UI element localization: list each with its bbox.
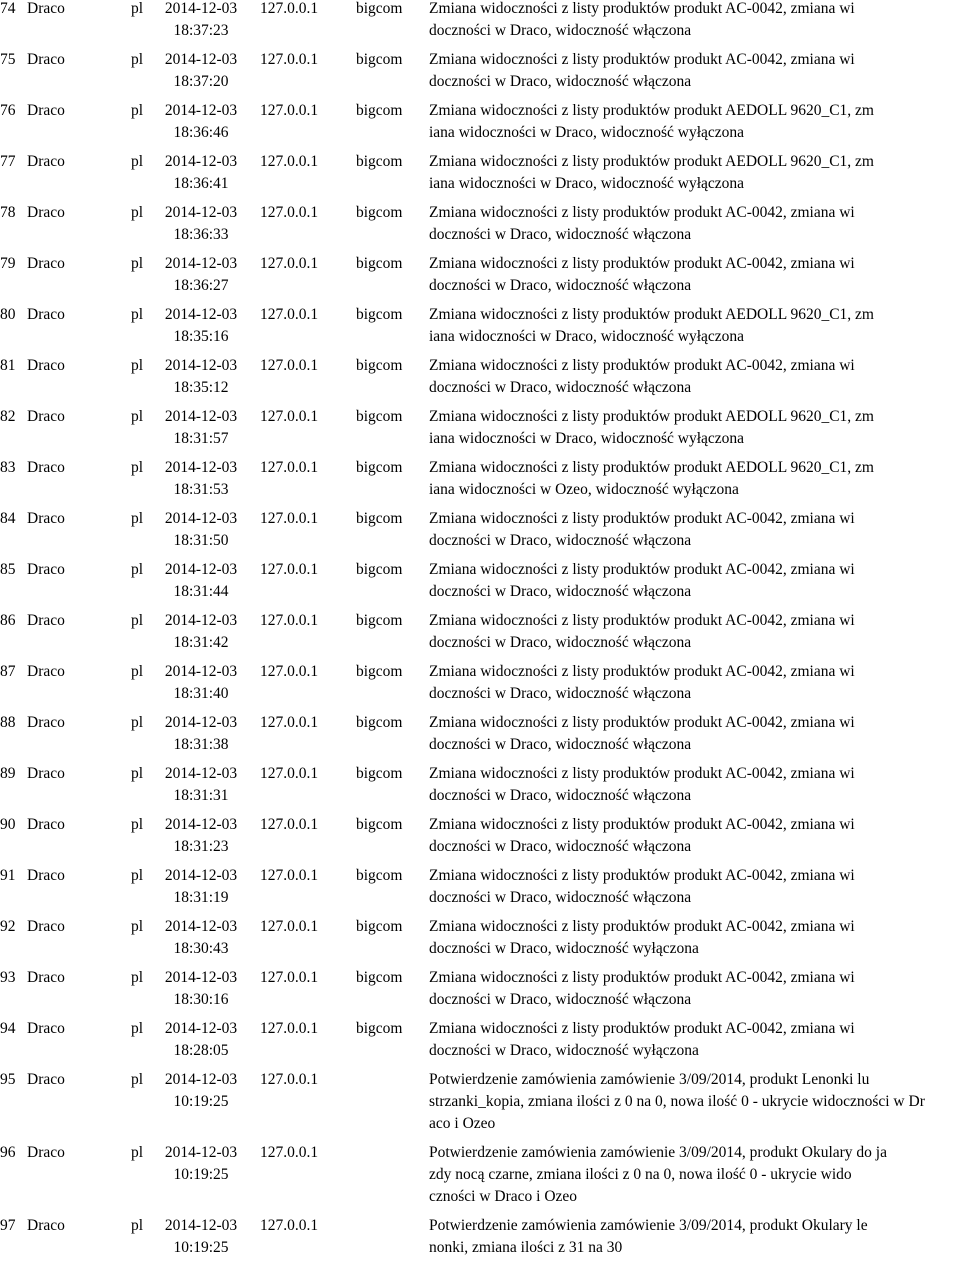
log-message: [429, 253, 960, 297]
log-ip: 127.0.0.1: [260, 153, 319, 170]
log-lang: pl: [131, 0, 144, 17]
log-id: 93: [0, 969, 16, 986]
log-datetime: [162, 814, 240, 858]
log-user: bigcom: [356, 255, 403, 272]
log-lang: pl: [131, 561, 144, 578]
log-shop: Draco: [27, 765, 65, 782]
log-ip: 127.0.0.1: [260, 612, 319, 629]
log-id: 83: [0, 459, 16, 476]
log-message-line: Zmiana widoczności z listy produktów produkt AC-0042, zmiana wi: [429, 663, 855, 680]
log-datetime: [162, 457, 240, 501]
log-id: 97: [0, 1217, 16, 1234]
log-date: 2014-12-03: [164, 867, 238, 884]
log-user: bigcom: [356, 51, 403, 68]
log-datetime: [162, 661, 240, 705]
log-date: 2014-12-03: [164, 969, 238, 986]
log-time: 18:37:23: [173, 22, 229, 39]
log-ip: 127.0.0.1: [260, 1020, 319, 1037]
log-message-line: Zmiana widoczności z listy produktów produkt AC-0042, zmiana wi: [429, 714, 855, 731]
log-row: [0, 1215, 960, 1266]
log-message: [429, 712, 960, 756]
log-id: 85: [0, 561, 16, 578]
log-message-line: doczności w Draco, widoczność włączona: [429, 889, 692, 906]
log-message-line: doczności w Draco, widoczność włączona: [429, 379, 692, 396]
log-time: 18:31:53: [173, 481, 229, 498]
log-time: 18:36:33: [173, 226, 229, 243]
log-ip: 127.0.0.1: [260, 408, 319, 425]
log-ip: 127.0.0.1: [260, 306, 319, 323]
log-shop: Draco: [27, 51, 65, 68]
log-ip: 127.0.0.1: [260, 51, 319, 68]
log-shop: Draco: [27, 510, 65, 527]
log-row: [0, 865, 960, 916]
log-date: 2014-12-03: [164, 1217, 238, 1234]
log-message-line: Zmiana widoczności z listy produktów produkt AEDOLL 9620_C1, zm: [429, 459, 874, 476]
log-user: bigcom: [356, 765, 403, 782]
log-id: 94: [0, 1020, 16, 1037]
log-lang: pl: [131, 969, 144, 986]
log-shop: Draco: [27, 1144, 65, 1161]
log-lang: pl: [131, 918, 144, 935]
log-lang: pl: [131, 765, 144, 782]
log-datetime: [162, 865, 240, 909]
log-id: 80: [0, 306, 16, 323]
log-row: [0, 1142, 960, 1215]
log-id: 87: [0, 663, 16, 680]
log-datetime: [162, 1069, 240, 1113]
log-time: 18:31:38: [173, 736, 229, 753]
log-ip: 127.0.0.1: [260, 255, 319, 272]
log-message-line: doczności w Draco, widoczność wyłączona: [429, 1042, 699, 1059]
log-message-line: iana widoczności w Ozeo, widoczność wyłączona: [429, 481, 739, 498]
log-date: 2014-12-03: [164, 153, 238, 170]
log-message: [429, 916, 960, 960]
log-shop: Draco: [27, 561, 65, 578]
log-message-line: Zmiana widoczności z listy produktów produkt AEDOLL 9620_C1, zm: [429, 306, 874, 323]
log-message: [429, 559, 960, 603]
log-message-line: doczności w Draco, widoczność włączona: [429, 787, 692, 804]
log-shop: Draco: [27, 663, 65, 680]
log-row: [0, 49, 960, 100]
log-date: 2014-12-03: [164, 510, 238, 527]
log-date: 2014-12-03: [164, 0, 238, 17]
log-ip: 127.0.0.1: [260, 459, 319, 476]
log-row: [0, 355, 960, 406]
log-shop: Draco: [27, 1020, 65, 1037]
log-user: bigcom: [356, 408, 403, 425]
log-datetime: [162, 0, 240, 42]
log-date: 2014-12-03: [164, 102, 238, 119]
log-shop: Draco: [27, 816, 65, 833]
log-message-line: Zmiana widoczności z listy produktów produkt AC-0042, zmiana wi: [429, 918, 855, 935]
log-datetime: [162, 49, 240, 93]
log-message-line: doczności w Draco, widoczność włączona: [429, 685, 692, 702]
log-datetime: [162, 508, 240, 552]
log-message-line: Zmiana widoczności z listy produktów produkt AC-0042, zmiana wi: [429, 1020, 855, 1037]
log-id: 84: [0, 510, 16, 527]
log-user: bigcom: [356, 969, 403, 986]
log-message-line: Zmiana widoczności z listy produktów produkt AC-0042, zmiana wi: [429, 204, 855, 221]
log-time: 18:30:43: [173, 940, 229, 957]
log-row: [0, 202, 960, 253]
log-user: bigcom: [356, 153, 403, 170]
log-datetime: [162, 1142, 240, 1186]
log-datetime: [162, 304, 240, 348]
log-shop: Draco: [27, 714, 65, 731]
log-id: 88: [0, 714, 16, 731]
log-id: 78: [0, 204, 16, 221]
log-message-line: Potwierdzenie zamówienia zamówienie 3/09/2014, produkt Okulary do ja: [429, 1144, 887, 1161]
log-ip: 127.0.0.1: [260, 1144, 319, 1161]
log-message-line: doczności w Draco, widoczność włączona: [429, 736, 692, 753]
log-date: 2014-12-03: [164, 306, 238, 323]
log-user: bigcom: [356, 0, 403, 17]
log-message-line: zdy nocą czarne, zmiana ilości z 0 na 0, nowa ilość 0 - ukrycie wido: [429, 1166, 852, 1183]
log-time: 10:19:25: [173, 1239, 229, 1256]
log-lang: pl: [131, 510, 144, 527]
log-shop: Draco: [27, 357, 65, 374]
log-message: [429, 1142, 960, 1208]
log-message-line: czności w Draco i Ozeo: [429, 1188, 578, 1205]
log-message-line: doczności w Draco, widoczność włączona: [429, 991, 692, 1008]
log-date: 2014-12-03: [164, 51, 238, 68]
log-message: [429, 865, 960, 909]
log-time: 18:31:57: [173, 430, 229, 447]
log-shop: Draco: [27, 867, 65, 884]
log-datetime: [162, 355, 240, 399]
log-time: 18:28:05: [173, 1042, 229, 1059]
log-id: 82: [0, 408, 16, 425]
log-user: bigcom: [356, 867, 403, 884]
log-datetime: [162, 763, 240, 807]
log-shop: Draco: [27, 408, 65, 425]
log-message-line: Potwierdzenie zamówienia zamówienie 3/09/2014, produkt Lenonki lu: [429, 1071, 870, 1088]
log-ip: 127.0.0.1: [260, 714, 319, 731]
log-message: [429, 49, 960, 93]
log-shop: Draco: [27, 612, 65, 629]
log-lang: pl: [131, 663, 144, 680]
log-shop: Draco: [27, 0, 65, 17]
log-user: bigcom: [356, 663, 403, 680]
log-row: [0, 610, 960, 661]
log-user: bigcom: [356, 918, 403, 935]
log-message: [429, 100, 960, 144]
log-row: [0, 406, 960, 457]
log-ip: 127.0.0.1: [260, 816, 319, 833]
log-shop: Draco: [27, 153, 65, 170]
log-time: 18:36:27: [173, 277, 229, 294]
log-message-line: Zmiana widoczności z listy produktów produkt AC-0042, zmiana wi: [429, 867, 855, 884]
log-row: [0, 763, 960, 814]
log-ip: 127.0.0.1: [260, 357, 319, 374]
log-time: 18:31:44: [173, 583, 229, 600]
log-ip: 127.0.0.1: [260, 1217, 319, 1234]
log-id: 76: [0, 102, 16, 119]
log-id: 91: [0, 867, 16, 884]
log-message-line: Zmiana widoczności z listy produktów produkt AC-0042, zmiana wi: [429, 51, 855, 68]
log-shop: Draco: [27, 969, 65, 986]
log-row: [0, 100, 960, 151]
log-id: 74: [0, 0, 16, 17]
log-row: [0, 967, 960, 1018]
log-message: [429, 967, 960, 1011]
log-message-line: nonki, zmiana ilości z 31 na 30: [429, 1239, 623, 1256]
log-lang: pl: [131, 714, 144, 731]
log-row: [0, 304, 960, 355]
log-message-line: doczności w Draco, widoczność włączona: [429, 634, 692, 651]
log-message-line: Zmiana widoczności z listy produktów produkt AC-0042, zmiana wi: [429, 255, 855, 272]
log-id: 77: [0, 153, 16, 170]
log-message: [429, 661, 960, 705]
log-row: [0, 1069, 960, 1142]
log-date: 2014-12-03: [164, 918, 238, 935]
log-date: 2014-12-03: [164, 255, 238, 272]
log-time: 18:31:23: [173, 838, 229, 855]
log-message-line: doczności w Draco, widoczność włączona: [429, 838, 692, 855]
log-message-line: Zmiana widoczności z listy produktów produkt AC-0042, zmiana wi: [429, 561, 855, 578]
log-user: bigcom: [356, 510, 403, 527]
log-date: 2014-12-03: [164, 816, 238, 833]
log-ip: 127.0.0.1: [260, 1071, 319, 1088]
log-message: [429, 0, 960, 42]
log-datetime: [162, 916, 240, 960]
log-lang: pl: [131, 204, 144, 221]
log-message-line: doczności w Draco, widoczność włączona: [429, 226, 692, 243]
log-datetime: [162, 151, 240, 195]
log-id: 86: [0, 612, 16, 629]
log-message-line: doczności w Draco, widoczność włączona: [429, 277, 692, 294]
log-lang: pl: [131, 1071, 144, 1088]
log-lang: pl: [131, 1217, 144, 1234]
log-message-line: Zmiana widoczności z listy produktów produkt AC-0042, zmiana wi: [429, 357, 855, 374]
log-message: [429, 151, 960, 195]
log-lang: pl: [131, 408, 144, 425]
log-message: [429, 1215, 960, 1259]
log-time: 18:31:40: [173, 685, 229, 702]
log-shop: Draco: [27, 459, 65, 476]
log-message-line: Zmiana widoczności z listy produktów produkt AEDOLL 9620_C1, zm: [429, 153, 874, 170]
log-ip: 127.0.0.1: [260, 969, 319, 986]
log-datetime: [162, 406, 240, 450]
log-message-line: Zmiana widoczności z listy produktów produkt AEDOLL 9620_C1, zm: [429, 102, 874, 119]
log-user: bigcom: [356, 561, 403, 578]
log-message-line: Zmiana widoczności z listy produktów produkt AC-0042, zmiana wi: [429, 816, 855, 833]
log-lang: pl: [131, 1144, 144, 1161]
log-message: [429, 457, 960, 501]
log-message: [429, 202, 960, 246]
log-id: 95: [0, 1071, 16, 1088]
log-user: bigcom: [356, 816, 403, 833]
log-row: [0, 508, 960, 559]
log-datetime: [162, 967, 240, 1011]
log-message-line: Zmiana widoczności z listy produktów produkt AC-0042, zmiana wi: [429, 969, 855, 986]
log-row: [0, 814, 960, 865]
log-datetime: [162, 202, 240, 246]
log-time: 18:36:41: [173, 175, 229, 192]
log-time: 10:19:25: [173, 1093, 229, 1110]
log-shop: Draco: [27, 255, 65, 272]
log-message: [429, 406, 960, 450]
log-message-line: iana widoczności w Draco, widoczność wyłączona: [429, 175, 745, 192]
log-time: 18:36:46: [173, 124, 229, 141]
log-datetime: [162, 1215, 240, 1259]
log-date: 2014-12-03: [164, 1144, 238, 1161]
log-shop: Draco: [27, 306, 65, 323]
log-row: [0, 457, 960, 508]
log-user: bigcom: [356, 612, 403, 629]
log-ip: 127.0.0.1: [260, 918, 319, 935]
log-user: bigcom: [356, 306, 403, 323]
log-message-line: doczności w Draco, widoczność włączona: [429, 583, 692, 600]
log-date: 2014-12-03: [164, 612, 238, 629]
log-row: [0, 151, 960, 202]
log-message-line: doczności w Draco, widoczność włączona: [429, 22, 692, 39]
log-user: bigcom: [356, 102, 403, 119]
log-time: 18:35:16: [173, 328, 229, 345]
log-time: 18:35:12: [173, 379, 229, 396]
log-user: bigcom: [356, 459, 403, 476]
log-message-line: doczności w Draco, widoczność wyłączona: [429, 940, 699, 957]
log-time: 18:31:42: [173, 634, 229, 651]
log-message: [429, 304, 960, 348]
log-message: [429, 1018, 960, 1062]
log-date: 2014-12-03: [164, 459, 238, 476]
log-id: 96: [0, 1144, 16, 1161]
log-ip: 127.0.0.1: [260, 204, 319, 221]
log-message: [429, 814, 960, 858]
log-message-line: Potwierdzenie zamówienia zamówienie 3/09/2014, produkt Okulary le: [429, 1217, 868, 1234]
log-ip: 127.0.0.1: [260, 765, 319, 782]
log-lang: pl: [131, 102, 144, 119]
log-ip: 127.0.0.1: [260, 510, 319, 527]
log-lang: pl: [131, 612, 144, 629]
log-shop: Draco: [27, 918, 65, 935]
log-time: 18:31:31: [173, 787, 229, 804]
log-lang: pl: [131, 357, 144, 374]
log-message-line: Zmiana widoczności z listy produktów produkt AC-0042, zmiana wi: [429, 0, 855, 17]
log-date: 2014-12-03: [164, 408, 238, 425]
log-row: [0, 1018, 960, 1069]
log-datetime: [162, 253, 240, 297]
log-datetime: [162, 712, 240, 756]
log-ip: 127.0.0.1: [260, 867, 319, 884]
log-time: 18:31:50: [173, 532, 229, 549]
log-row: [0, 916, 960, 967]
log-date: 2014-12-03: [164, 357, 238, 374]
log-message-line: doczności w Draco, widoczność włączona: [429, 73, 692, 90]
log-date: 2014-12-03: [164, 663, 238, 680]
log-lang: pl: [131, 306, 144, 323]
log-message-line: Zmiana widoczności z listy produktów produkt AC-0042, zmiana wi: [429, 765, 855, 782]
log-message-line: iana widoczności w Draco, widoczność wyłączona: [429, 124, 745, 141]
log-message: [429, 1069, 960, 1135]
log-row: [0, 0, 960, 49]
log-row: [0, 559, 960, 610]
log-date: 2014-12-03: [164, 1071, 238, 1088]
log-date: 2014-12-03: [164, 561, 238, 578]
log-message-line: strzanki_kopia, zmiana ilości z 0 na 0, nowa ilość 0 - ukrycie widoczności w Dr: [429, 1093, 925, 1110]
log-time: 18:31:19: [173, 889, 229, 906]
log-datetime: [162, 100, 240, 144]
log-lang: pl: [131, 867, 144, 884]
log-message-line: Zmiana widoczności z listy produktów produkt AC-0042, zmiana wi: [429, 612, 855, 629]
log-time: 10:19:25: [173, 1166, 229, 1183]
log-message-line: iana widoczności w Draco, widoczność wyłączona: [429, 328, 745, 345]
log-lang: pl: [131, 153, 144, 170]
log-id: 75: [0, 51, 16, 68]
log-lang: pl: [131, 816, 144, 833]
log-message: [429, 508, 960, 552]
log-user: bigcom: [356, 204, 403, 221]
log-message-line: iana widoczności w Draco, widoczność wyłączona: [429, 430, 745, 447]
log-id: 90: [0, 816, 16, 833]
log-message-line: aco i Ozeo: [429, 1115, 496, 1132]
log-id: 81: [0, 357, 16, 374]
log-date: 2014-12-03: [164, 1020, 238, 1037]
log-lang: pl: [131, 255, 144, 272]
log-id: 79: [0, 255, 16, 272]
log-datetime: [162, 559, 240, 603]
log-date: 2014-12-03: [164, 204, 238, 221]
log-user: bigcom: [356, 714, 403, 731]
log-row: [0, 253, 960, 304]
log-message: [429, 610, 960, 654]
log-row: [0, 661, 960, 712]
log-message-line: Zmiana widoczności z listy produktów produkt AC-0042, zmiana wi: [429, 510, 855, 527]
log-user: bigcom: [356, 1020, 403, 1037]
log-shop: Draco: [27, 1217, 65, 1234]
log-message: [429, 355, 960, 399]
log-ip: 127.0.0.1: [260, 663, 319, 680]
log-message-line: doczności w Draco, widoczność włączona: [429, 532, 692, 549]
log-lang: pl: [131, 459, 144, 476]
log-ip: 127.0.0.1: [260, 102, 319, 119]
log-shop: Draco: [27, 1071, 65, 1088]
log-message: [429, 763, 960, 807]
log-datetime: [162, 610, 240, 654]
log-id: 92: [0, 918, 16, 935]
log-shop: Draco: [27, 204, 65, 221]
log-date: 2014-12-03: [164, 714, 238, 731]
log-message-line: Zmiana widoczności z listy produktów produkt AEDOLL 9620_C1, zm: [429, 408, 874, 425]
log-row: [0, 712, 960, 763]
log-time: 18:37:20: [173, 73, 229, 90]
log-user: bigcom: [356, 357, 403, 374]
log-ip: 127.0.0.1: [260, 0, 319, 17]
log-lang: pl: [131, 1020, 144, 1037]
log-shop: Draco: [27, 102, 65, 119]
log-id: 89: [0, 765, 16, 782]
log-time: 18:30:16: [173, 991, 229, 1008]
log-datetime: [162, 1018, 240, 1062]
log-lang: pl: [131, 51, 144, 68]
log-date: 2014-12-03: [164, 765, 238, 782]
log-ip: 127.0.0.1: [260, 561, 319, 578]
